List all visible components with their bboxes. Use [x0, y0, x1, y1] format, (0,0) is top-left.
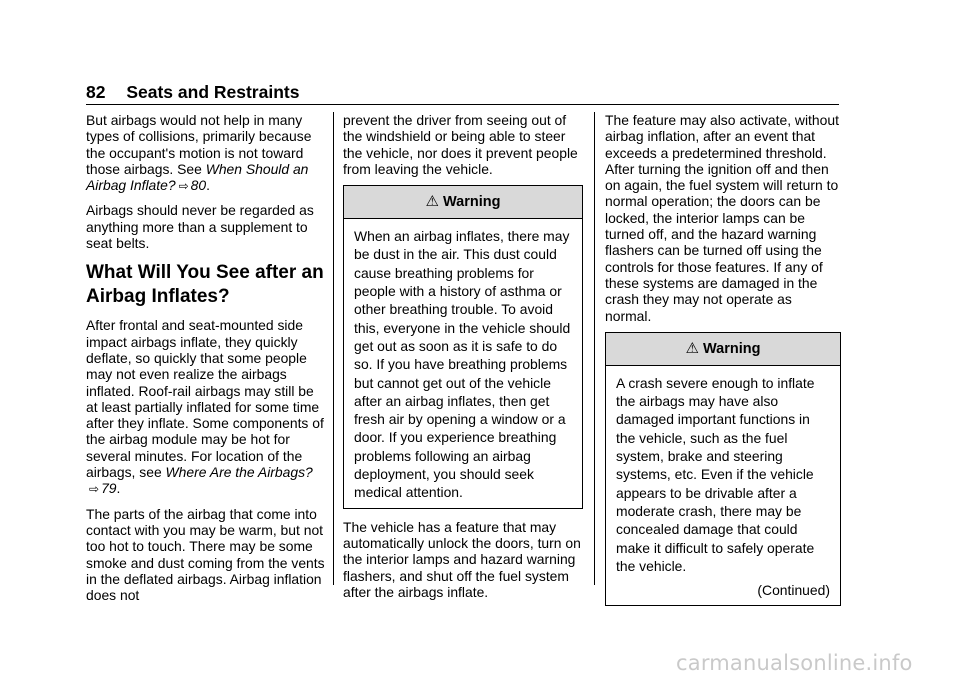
warning-text: A crash severe enough to inflate the airbags may have also damaged important functions in the vehicle, such as the fuel system, brake and steering systems, etc. Even if the vehicle appears to be drivable after a moderate crash, there may be concealed damage that could make it difficult to safely operate the vehicle. (Continued): [616, 374, 830, 599]
column-divider: [333, 112, 334, 585]
paragraph: The parts of the airbag that come into contact with you may be warm, but not too hot to touch. There may be some smoke and dust coming from the vents in the deflated airbags. Airbag inflation does not: [86, 505, 325, 604]
column-2: [343, 112, 583, 608]
paragraph: The vehicle has a feature that may automatically unlock the doors, turn on the interior lamps and hazard warning flashers, and shut off the fuel system after the airbags inflate.: [343, 518, 581, 600]
column-divider: [594, 112, 595, 585]
cross-reference-link[interactable]: When Should an Airbag Inflate?: [86, 160, 309, 194]
warning-header: [606, 333, 840, 366]
warning-text: When an airbag inflates, there may be dust in the air. This dust could cause breathing problems for people with a history of asthma or other breathing trouble. To avoid this, everyone in the vehicle should get out as soon as it is safe to do so. If you have breathing problems but cannot get out of the vehicle after an airbag inflates, then get fresh air by opening a window or a door. If you experience breathing problems following an airbag deployment, you should seek medical attention.: [354, 228, 571, 501]
column-1: [86, 112, 326, 611]
column-3: [605, 112, 841, 616]
cross-reference-page[interactable]: 80: [190, 177, 207, 194]
warning-triangle-icon: ⚠: [685, 339, 699, 357]
cross-reference-page[interactable]: 79: [101, 480, 117, 497]
warning-triangle-icon: ⚠: [425, 193, 439, 211]
continued-label: (Continued): [757, 582, 830, 599]
paragraph: The feature may also activate, without airbag inflation, after an event that exceeds a predetermined threshold. After turning the ignition off and then on again, the fuel system will return to normal operation; the doors can be locked, the interior lamps can be turned off, and the hazard warning flashers can be turned off using the controls for those features. If any of these systems are damaged in the crash they may not operate as normal.: [605, 112, 839, 324]
warning-header: [344, 186, 582, 219]
warning-title: Warning: [442, 194, 501, 211]
section-title: Seats and Restraints: [126, 82, 300, 102]
paragraph: Airbags should never be regarded as anything more than a supplement to seat belts.: [86, 202, 314, 252]
section-heading: What Will You See after an Airbag Inflates?: [86, 262, 324, 308]
watermark: carmanualsonline.info: [676, 651, 913, 675]
warning-box: [605, 332, 841, 607]
page-number: 82: [86, 82, 106, 102]
warning-box: [343, 185, 583, 508]
page-reference-arrow-icon: ⇨: [178, 179, 189, 194]
paragraph: After frontal and seat-mounted side impact airbags inflate, they quickly deflate, so quickly that some people may not even realize the airbags inflated. Roof-rail airbags may still be at least partially inflated for some time after they inflate. Some components of the airbag module may be hot for several minutes. For location of the airbags, see Where Are the Airbags?⇨ 79.: [86, 317, 324, 497]
page-header: [86, 82, 839, 105]
paragraph: But airbags would not help in many types of collisions, primarily because the occupant's motion is not toward those airbags. See When Should an Airbag Inflate? ⇨ 80.: [86, 112, 312, 194]
cross-reference-link[interactable]: Where Are the Airbags?: [165, 464, 313, 481]
paragraph: prevent the driver from seeing out of the windshield or being able to steer the vehicle, nor does it prevent people from leaving the vehicle.: [343, 112, 578, 177]
page-reference-arrow-icon: ⇨: [89, 482, 100, 497]
warning-title: Warning: [702, 340, 761, 357]
